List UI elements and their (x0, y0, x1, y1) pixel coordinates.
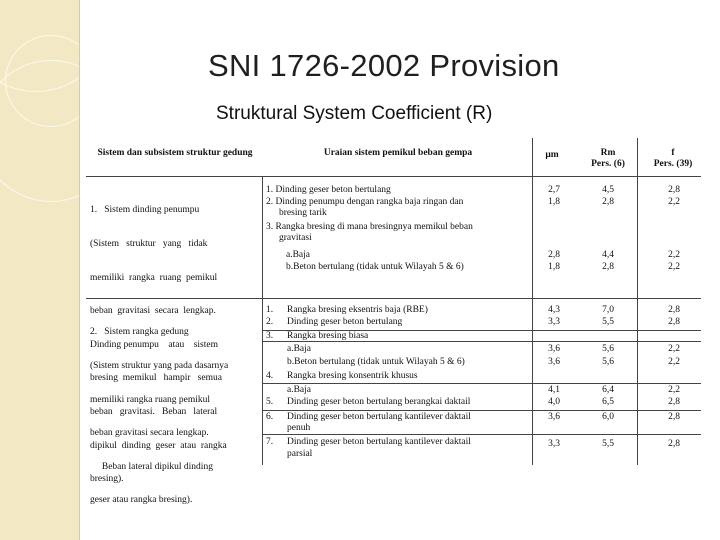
rm-value: 2,8 (602, 262, 614, 272)
mu-value: 3,3 (548, 317, 560, 327)
text-line: (Sistem struktur yang tidak (90, 239, 208, 250)
row-number: 5. (266, 397, 274, 407)
mu-value: 4,3 (548, 305, 560, 315)
row-label: Dinding geser beton bertulang berangkai daktail (287, 397, 471, 407)
slide-title: SNI 1726-2002 Provision (208, 48, 560, 83)
mu-value: 4,1 (548, 385, 560, 395)
coefficient-table (86, 138, 701, 506)
header-rm-symbol: Rm (600, 148, 616, 158)
row-label: b.Beton bertulang (tidak untuk Wilayah 5 & 6) (286, 262, 464, 272)
rm-value: 5,5 (602, 439, 614, 449)
row-label: Rangka bresing konsentrik khusus (287, 371, 418, 381)
text-line: bresing memikul hampir semua (90, 373, 222, 384)
mu-value: 1,8 (548, 197, 560, 207)
row-label: Dinding geser beton bertulang (287, 317, 403, 327)
rm-value: 4,4 (602, 250, 614, 260)
rm-value: 5,5 (602, 317, 614, 327)
row-label-continued: bresing tarik (279, 208, 327, 218)
text-line: memiliki rangka ruang pemikul (90, 394, 211, 405)
column-divider (532, 138, 533, 298)
f-value: 2,8 (668, 397, 680, 407)
row-label: 3. Rangka bresing di mana bresingnya memikul beban (266, 222, 473, 232)
mu-value: 3,6 (548, 357, 560, 367)
header-system: Sistem dan subsistem struktur gedung (97, 148, 253, 158)
text-line: geser atau rangka bresing). (90, 495, 193, 506)
mu-value: 2,7 (548, 185, 560, 195)
row-rule (262, 383, 701, 384)
row-number: 2. (266, 317, 274, 327)
row-label-continued: parsial (287, 449, 313, 459)
row-rule (262, 434, 701, 435)
f-value: 2,2 (668, 197, 680, 207)
rm-value: 6,4 (602, 385, 614, 395)
row-number: 1. (266, 305, 274, 315)
row-rule (262, 410, 701, 411)
row-label: a.Baja (286, 250, 311, 260)
sidebar-divider (79, 0, 80, 540)
text-line: beban gravitasi secara lengkap. (90, 428, 209, 439)
row-number: 7. (266, 437, 274, 447)
f-value: 2,2 (668, 344, 680, 354)
row-label: b.Beton bertulang (tidak untuk Wilayah 5 & 6) (287, 357, 465, 367)
f-value: 2,2 (668, 385, 680, 395)
text-line: Beban lateral dipikul dinding (90, 461, 213, 472)
column-divider (637, 138, 638, 465)
row-number: 4. (266, 371, 274, 381)
header-description: Uraian sistem pemikul beban gempa (323, 148, 473, 158)
mu-value: 1,8 (548, 262, 560, 272)
rm-value: 5,6 (602, 357, 614, 367)
header-rm (586, 148, 630, 170)
column-divider (532, 298, 533, 465)
decorative-sidebar (0, 0, 80, 540)
row-number: 6. (266, 412, 274, 422)
mu-value: 3,3 (548, 439, 560, 449)
decorative-circle (5, 35, 97, 127)
f-value: 2,2 (668, 262, 680, 272)
text-line: bresing). (90, 474, 124, 485)
rm-value: 7,0 (602, 305, 614, 315)
text-line: 2. Sistem rangka gedung (90, 327, 189, 338)
row-label: Dinding geser beton bertulang kantilever daktail (287, 437, 471, 447)
text-line: beban gravitasi secara lengkap. (90, 306, 216, 317)
mu-value: 4,0 (548, 397, 560, 407)
row-label: Rangka bresing eksentris baja (RBE) (287, 305, 428, 315)
text-line: Dinding penumpu atau sistem (90, 339, 218, 350)
f-value: 2,8 (668, 317, 680, 327)
header-f-ref: Pers. (39) (653, 159, 693, 169)
rm-value: 2,8 (602, 197, 614, 207)
text-line: memiliki rangka ruang pemikul (90, 272, 218, 283)
row-label: Dinding geser beton bertulang kantilever daktail (287, 412, 471, 422)
row-label: Rangka bresing biasa (287, 331, 369, 341)
row-label-continued: penuh (287, 423, 311, 433)
row-label: 2. Dinding penumpu dengan rangka baja ringan dan (266, 197, 464, 207)
header-rule (86, 176, 701, 177)
header-f-symbol: f (671, 148, 675, 158)
header-rm-ref: Pers. (6) (591, 159, 625, 169)
f-value: 2,2 (668, 357, 680, 367)
mu-value: 3,6 (548, 344, 560, 354)
f-value: 2,8 (668, 412, 680, 422)
row-label-continued: gravitasi (279, 233, 312, 243)
text-line: dipikul dinding geser atau rangka (90, 440, 227, 451)
mu-value: 3,6 (548, 412, 560, 422)
slide-subtitle: Struktural System Coefficient (R) (216, 103, 493, 124)
rm-value: 4,5 (602, 185, 614, 195)
f-value: 2,8 (668, 185, 680, 195)
row-label: a.Baja (287, 344, 312, 354)
header-f (646, 148, 700, 170)
rm-value: 6,5 (602, 397, 614, 407)
mu-value: 2,8 (548, 250, 560, 260)
row-label: 1. Dinding geser beton bertulang (266, 185, 391, 195)
rm-value: 5,6 (602, 344, 614, 354)
row-label: a.Baja (287, 385, 312, 395)
f-value: 2,8 (668, 439, 680, 449)
column-divider (262, 176, 263, 465)
text-line: beban gravitasi. Beban lateral (90, 407, 218, 418)
text-line: 1. Sistem dinding penumpu (90, 205, 200, 216)
rm-value: 6,0 (602, 412, 614, 422)
group2-description (90, 305, 228, 529)
header-mu: μm (545, 150, 559, 160)
row-number: 3. (266, 331, 274, 341)
text-line: (Sistem struktur yang pada dasarnya (90, 361, 229, 372)
f-value: 2,2 (668, 250, 680, 260)
f-value: 2,8 (668, 305, 680, 315)
